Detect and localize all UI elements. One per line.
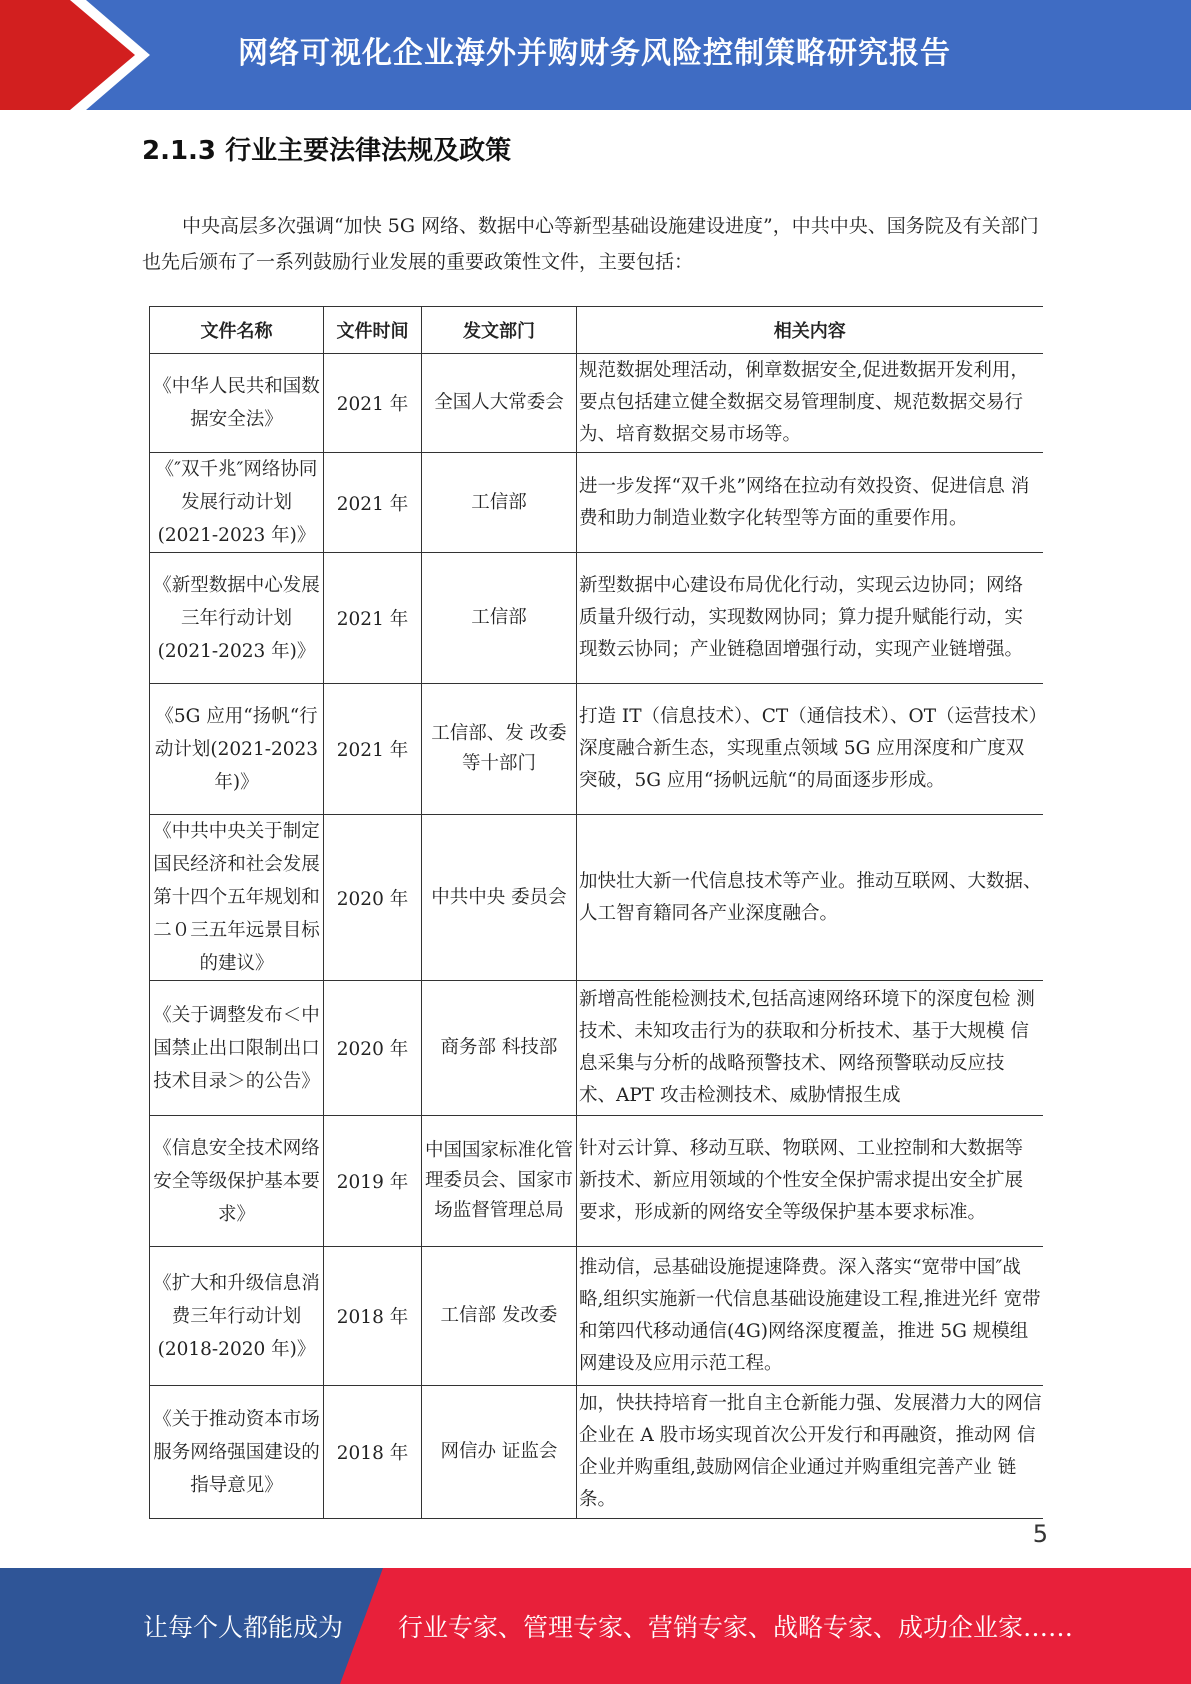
table-row <box>150 1247 1043 1386</box>
file-time-cell: 2020 年 <box>324 981 422 1116</box>
table-row <box>150 1386 1043 1519</box>
dept-cell: 中共中央 委员会 <box>422 815 577 981</box>
content-cell: 加，快扶持培育一批自主仓新能力强、发展潜力大的网信 企业在 A 股市场实现首次公开发行和再融资，推动网 信企业并购重组,鼓励网信企业通过并购重组完善产业 链条。 <box>577 1386 1043 1519</box>
table-row <box>150 815 1043 981</box>
section-heading: 2.1.3 行业主要法律法规及政策 <box>142 136 512 166</box>
footer-slogan-left: 让每个人都能成为 <box>143 1613 344 1642</box>
table-row <box>150 684 1043 815</box>
file-time-cell: 2021 年 <box>324 684 422 815</box>
dept-cell: 全国人大常委会 <box>422 354 577 453</box>
file-time-cell: 2019 年 <box>324 1116 422 1247</box>
table-row <box>150 354 1043 453</box>
header-arrow-icon <box>0 0 150 110</box>
dept-cell: 工信部 <box>422 553 577 684</box>
page-number: 5 <box>1032 1520 1048 1548</box>
header-issuing-dept: 发文部门 <box>422 307 577 354</box>
file-time-cell: 2018 年 <box>324 1247 422 1386</box>
content-cell: 推动信，忌基础设施提速降费。深入落实“宽带中国″战 略,组织实施新一代信息基础设施建设工程,推进光纤 宽带和第四代移动通信(4G)网络深度覆盖，推进 5G 规模组网建设及应用示范工程。 <box>577 1247 1043 1386</box>
file-name-cell: 《中共中央关于制定国民经济和社会发展第十四个五年规划和二０三五年远景目标的建议》 <box>150 815 324 981</box>
file-name-cell: 《关于调整发布＜中国禁止出口限制出口技术目录＞的公告》 <box>150 981 324 1116</box>
file-time-cell: 2018 年 <box>324 1386 422 1519</box>
file-name-cell: 《中华人民共和国数 据安全法》 <box>150 354 324 453</box>
table-row <box>150 1116 1043 1247</box>
content-cell: 新增高性能检测技术,包括高速网络环境下的深度包检 测技术、未知攻击行为的获取和分析技术、基于大规模 信息采集与分析的战略预警技术、网络预警联动反应技 术、APT 攻击检测技术、威胁情报生成 <box>577 981 1043 1116</box>
dept-cell: 工信部、发 改委等十部门 <box>422 684 577 815</box>
dept-cell: 工信部 发改委 <box>422 1247 577 1386</box>
table-row <box>150 981 1043 1116</box>
page-header <box>0 0 1191 110</box>
file-name-cell: 《5G 应用“扬帆“行动计划(2021-2023 年)》 <box>150 684 324 815</box>
content-cell: 规范数据处理活动，俐章数据安全,促进数据开发利用， 要点包括建立健全数据交易管理制度、规范数据交易行 为、培育数据交易市场等。 <box>577 354 1043 453</box>
header-file-time: 文件时间 <box>324 307 422 354</box>
file-name-cell: 《关于推动资本市场服务网络强国建设的指导意见》 <box>150 1386 324 1519</box>
content-cell: 进一步发挥“双千兆”网络在拉动有效投资、促进信息 消费和助力制造业数字化转型等方面的重要作用。 <box>577 453 1043 553</box>
intro-paragraph: 中央高层多次强调“加快 5G 网络、数据中心等新型基础设施建设进度”，中共中央、国务院及有关部门也先后颁布了一系列鼓励行业发展的重要政策性文件，主要包括： <box>142 215 1039 273</box>
table-header-row <box>150 307 1043 354</box>
dept-cell: 商务部 科技部 <box>422 981 577 1116</box>
dept-cell: 网信办 证监会 <box>422 1386 577 1519</box>
file-name-cell: 《信息安全技术网络安全等级保护基本要求》 <box>150 1116 324 1247</box>
content-cell: 新型数据中心建设布局优化行动，实现云边协同；网络 质量升级行动，实现数网协同；算力提升赋能行动，实 现数云协同；产业链稳固增强行动，实现产业链增强。 <box>577 553 1043 684</box>
footer-slogan-right: 行业专家、管理专家、营销专家、战略专家、成功企业家…… <box>398 1613 1074 1642</box>
file-time-cell: 2021 年 <box>324 553 422 684</box>
header-file-name: 文件名称 <box>150 307 324 354</box>
file-name-cell: 《″双千兆″网络协同发展行动计划(2021-2023 年)》 <box>150 453 324 553</box>
file-time-cell: 2021 年 <box>324 354 422 453</box>
file-name-cell: 《新型数据中心发展三年行动计划(2021-2023 年)》 <box>150 553 324 684</box>
dept-cell: 工信部 <box>422 453 577 553</box>
table-row <box>150 453 1043 553</box>
file-name-cell: 《扩大和升级信息消费三年行动计划(2018-2020 年)》 <box>150 1247 324 1386</box>
page-footer <box>0 1568 1191 1684</box>
file-time-cell: 2021 年 <box>324 453 422 553</box>
content-cell: 针对云计算、移动互联、物联网、工业控制和大数据等 新技术、新应用领域的个性安全保护需求提出安全扩展 要求，形成新的网络安全等级保护基本要求标准。 <box>577 1116 1043 1247</box>
policy-table <box>149 306 1043 1519</box>
header-related-content: 相关内容 <box>577 307 1043 354</box>
report-title: 网络可视化企业海外并购财务风险控制策略研究报告 <box>238 36 951 71</box>
table-row <box>150 553 1043 684</box>
file-time-cell: 2020 年 <box>324 815 422 981</box>
dept-cell: 中国国家标准化管理委员会、国家市场监督管理总局 <box>422 1116 577 1247</box>
content-cell: 加快壮大新一代信息技术等产业。推动互联网、大数据、 人工智育籍同各产业深度融合。 <box>577 815 1043 981</box>
content-cell: 打造 IT（信息技术）、CT（通信技术）、OT（运营技术）深度融合新生态，实现重点领域 5G 应用深度和广度双突破，5G 应用“扬帆远航“的局面逐步形成。 <box>577 684 1043 815</box>
